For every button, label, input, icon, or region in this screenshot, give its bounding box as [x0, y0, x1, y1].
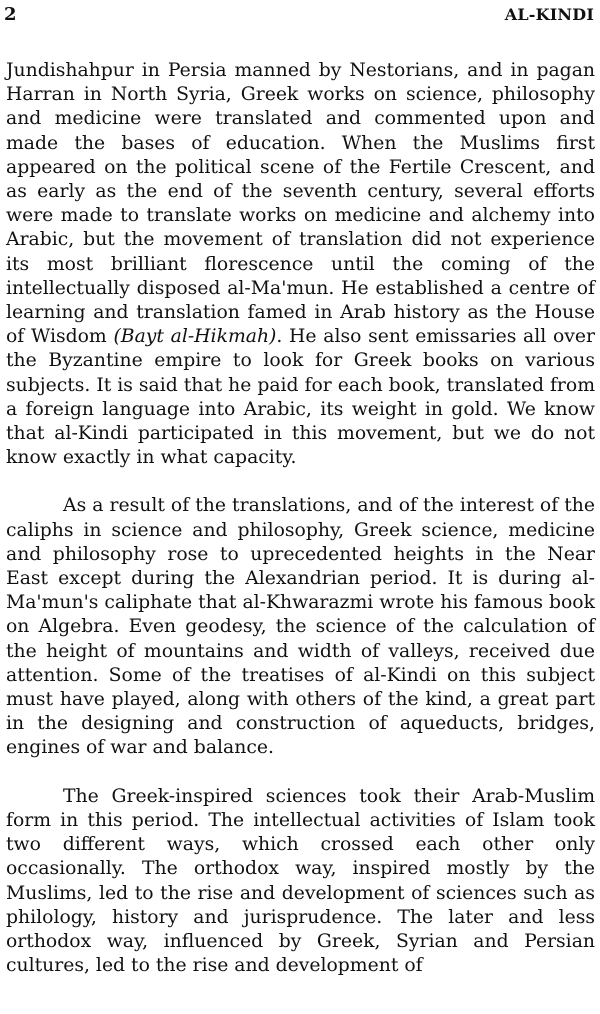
body-text — [6, 59, 595, 978]
running-head — [2, 5, 594, 27]
paragraph-1-text-before: Jundishahpur in Persia manned by Nestorians, and in pagan Harran in North Syria, Greek works on science, philosophy and medicine were translated and commented upon and made the bases of education. When the Muslims first appeared on the political scene of the Fertile Crescent, and as early as the end of the seventh century, several efforts were made to translate works on medicine and alchemy into Arabic, but the movement of translation did not experience its most brilliant florescence until the coming of the intellectually disposed al-Ma'mun. He established a centre of learning and translation famed in Arab history as the House of Wisdom — [6, 60, 595, 348]
paragraph-3: The Greek-inspired sciences took their Arab-Muslim form in this period. The intellectual activities of Islam took two different ways, which crossed each other only occasionally. The orthodox way, inspired mostly by the Muslims, led to the rise and development of sciences such as philology, history and jurisprudence. The later and less orthodox way, influenced by Greek, Syrian and Persian cultures, led to the rise and development of — [6, 785, 595, 977]
italic-term: (Bayt al-Hikmah) — [113, 326, 277, 348]
page-number: 2 — [4, 4, 17, 25]
paragraph-1 — [6, 59, 595, 470]
paragraph-1-text-after: . He also sent emissaries all over the Byzantine empire to look for Greek books on various subjects. It is said that he paid for each book, translated from a foreign language into Arabic, its weight in gold. We know that al-Kindi participated in this movement, but we do not know exactly in what capacity. — [6, 326, 595, 469]
running-title: AL-KINDI — [504, 5, 594, 24]
paragraph-2: As a result of the translations, and of the interest of the caliphs in science and philosophy, Greek science, medicine and philosophy rose to uprecedented heights in the Near East except during the Alexandrian period. It is during al-Ma'mun's caliphate that al-Khwarazmi wrote his famous book on Algebra. Even geodesy, the science of the calculation of the height of mountains and width of valleys, received due attention. Some of the treatises of al-Kindi on this subject must have played, along with others of the kind, a great part in the designing and construction of aqueducts, bridges, engines of war and balance. — [6, 495, 595, 759]
